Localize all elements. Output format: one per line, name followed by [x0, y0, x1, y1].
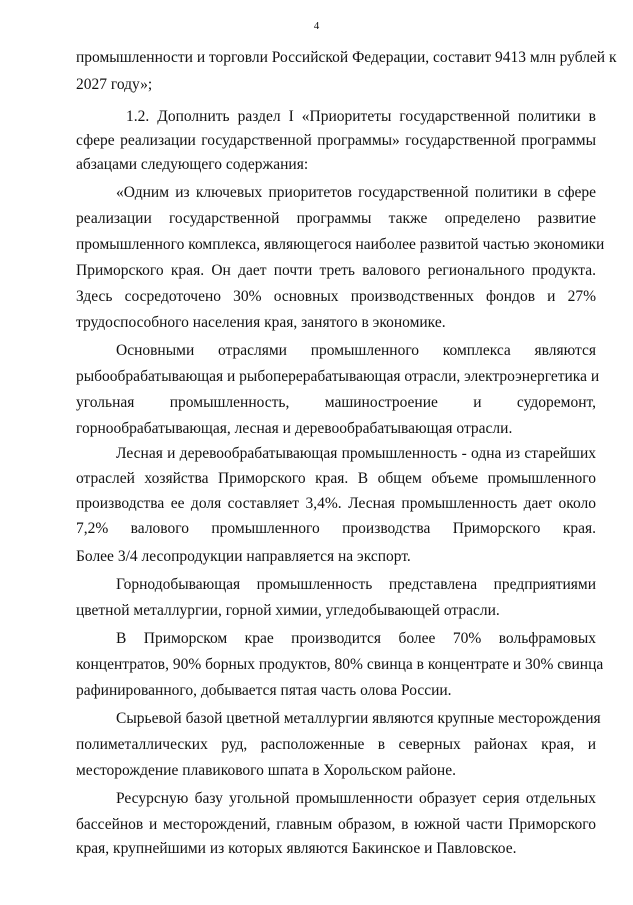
text-line: Более 3/4 лесопродукции направляется на экспорт.	[76, 548, 411, 565]
text-line: трудоспособного населения края, занятого в экономике.	[76, 314, 446, 331]
text-line: промышленного комплекса, являющегося наиболее развитой частью экономики	[76, 236, 605, 253]
text-line: Здесь сосредоточено 30% основных производственных фондов и 27%	[76, 288, 596, 305]
text-line: рыбообрабатывающая и рыбоперерабатывающая отрасли, электроэнергетика и	[76, 368, 600, 385]
text-line: концентратов, 90% борных продуктов, 80% свинца в концентрате и 30% свинца	[76, 656, 604, 673]
text-line: Приморского края. Он дает почти треть валового регионального продукта.	[76, 262, 596, 279]
text-line: горнообрабатывающая, лесная и деревообрабатывающая отрасли.	[76, 420, 513, 437]
text-line: производства ее доля составляет 3,4%. Лесная промышленность дает около	[76, 495, 596, 512]
text-line: промышленности и торговли Российской Федерации, составит 9413 млн рублей к	[76, 49, 617, 66]
text-line: Основными отраслями промышленного комплекса являются	[116, 342, 596, 359]
text-line: полиметаллических руд, расположенные в северных районах края, и	[76, 736, 596, 753]
text-line: Лесная и деревообрабатывающая промышленность - одна из старейших	[116, 445, 596, 462]
text-line: угольная промышленность, машиностроение и судоремонт,	[76, 394, 596, 411]
text-line: 7,2% валового промышленного производства Приморского края.	[76, 520, 596, 537]
text-line: рафинированного, добывается пятая часть олова России.	[76, 682, 452, 699]
text-line: бассейнов и месторождений, главным образом, в южной части Приморского	[76, 816, 596, 833]
text-line: 2027 году»;	[76, 76, 153, 93]
text-line: месторождение плавикового шпата в Хорольском районе.	[76, 762, 456, 779]
text-line: абзацами следующего содержания:	[76, 156, 309, 173]
text-line: Сырьевой базой цветной металлургии являются крупные месторождения	[116, 710, 601, 727]
text-line: цветной металлургии, горной химии, угледобывающей отрасли.	[76, 602, 500, 619]
text-line: Ресурсную базу угольной промышленности образует серия отдельных	[116, 790, 596, 807]
page-number: 4	[313, 20, 320, 32]
text-line: В Приморском крае производится более 70% вольфрамовых	[116, 630, 596, 647]
text-line: Горнодобывающая промышленность представлена предприятиями	[116, 576, 596, 593]
text-line: «Одним из ключевых приоритетов государственной политики в сфере	[116, 184, 596, 201]
text-line: 1.2. Дополнить раздел I «Приоритеты государственной политики в	[126, 108, 596, 125]
text-line: сфере реализации государственной программы» государственной программы	[76, 132, 596, 149]
text-line: края, крупнейшими из которых являются Бакинское и Павловское.	[76, 840, 517, 857]
text-line: реализации государственной программы также определено развитие	[76, 210, 596, 227]
text-line: отраслей хозяйства Приморского края. В общем объеме промышленного	[76, 470, 596, 487]
